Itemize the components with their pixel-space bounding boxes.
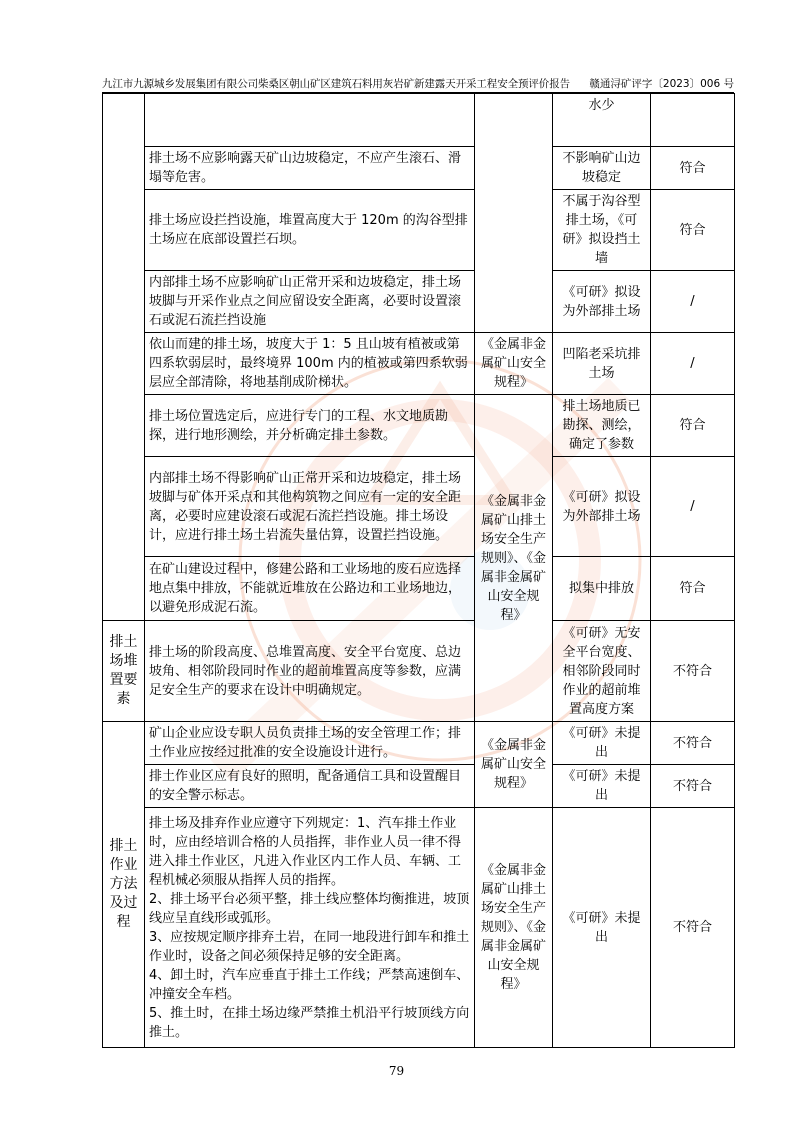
table-row — [103, 557, 735, 621]
result-cell: 符合 — [651, 395, 735, 457]
result-cell: / — [651, 457, 735, 557]
result-cell: 符合 — [651, 557, 735, 621]
table-row — [103, 271, 735, 333]
requirement-cell: 排土场不应影响露天矿山边坡稳定，不应产生滚石、滑塌等危害。 — [145, 147, 475, 190]
requirement-cell: 排土场的阶段高度、总堆置高度、安全平台宽度、总边坡角、相邻阶段同时作业的超前堆置高度等参数，应满足安全生产的要求在设计中明确规定。 — [145, 621, 475, 722]
result-cell — [651, 94, 735, 147]
status-cell: 《可研》拟设为外部排土场 — [553, 271, 651, 333]
table-row — [103, 190, 735, 271]
table-row — [103, 147, 735, 190]
requirement-cell: 依山而建的排土场，坡度大于 1：5 且山坡有植被或第四系软弱层时，最终境界 100m 内的植被或第四系软弱层应全部清除，将地基削成阶梯状。 — [145, 333, 475, 395]
table-row — [103, 808, 735, 1048]
result-cell: 不符合 — [651, 621, 735, 722]
result-cell: 不符合 — [651, 722, 735, 765]
category-process: 排土作业方法及过程 — [103, 722, 145, 1048]
result-cell: 符合 — [651, 147, 735, 190]
category-cell-continued — [103, 94, 145, 621]
status-cell: 拟集中排放 — [553, 557, 651, 621]
requirement-cell: 内部排土场不得影响矿山正常开采和边坡稳定，排土场坡脚与矿体开采点和其他构筑物之间应有一定的安全距离，必要时应建设滚石或泥石流拦挡设施。排土场设计，应进行排土场土岩流失量估算，设置拦挡设施。 — [145, 457, 475, 557]
table-row — [103, 621, 735, 722]
requirement-cell: 排土作业区应有良好的照明，配备通信工具和设置醒目的安全警示标志。 — [145, 765, 475, 808]
status-cell: 不属于沟谷型排土场，《可研》拟设挡土墙 — [553, 190, 651, 271]
basis-cell: 《金属非金属矿山排土场安全生产规则》、《金属非金属矿山安全规程》 — [475, 808, 553, 1048]
table-row — [103, 94, 735, 147]
header-report-title: 九江市九源城乡发展集团有限公司柴桑区朝山矿区建筑石料用灰岩矿新建露天开采工程安全预评价报告 — [102, 78, 570, 90]
requirement-cell: 排土场应设拦挡设施，堆置高度大于 120m 的沟谷型排土场应在底部设置拦石坝。 — [145, 190, 475, 271]
requirement-cell: 排土场及排弃作业应遵守下列规定：1、汽车排土作业时，应由经培训合格的人员指挥，非作业人员一律不得进入排土作业区，凡进入作业区内工作人员、车辆、工程机械必须服从指挥人员的指挥。 2、排土场平台必须平整，排土线应整体均衡推进，坡顶线应呈直线形或弧形。 3、应按规定顺序排弃土岩，在同一地段进行卸车和推土作业时，设备之间必须保持足够的安全距离。 4、卸土时，汽车应垂直于排土工作线；严禁高速倒车、冲撞安全车档。 5、推土时，在排土场边缘严禁推土机沿平行坡顶线方向推土。 — [145, 808, 475, 1048]
result-cell: / — [651, 333, 735, 395]
basis-cell: 《金属非金属矿山安全规程》 — [475, 722, 553, 808]
safety-evaluation-table — [102, 93, 735, 1048]
status-cell: 排土场地质已勘探、测绘，确定了参数 — [553, 395, 651, 457]
status-cell: 不影响矿山边坡稳定 — [553, 147, 651, 190]
status-cell: 《可研》未提出 — [553, 808, 651, 1048]
table-row — [103, 722, 735, 765]
requirement-cell: 排土场位置选定后，应进行专门的工程、水文地质勘探，进行地形测绘，并分析确定排土参数。 — [145, 395, 475, 457]
result-cell: 符合 — [651, 190, 735, 271]
status-cell: 《可研》无安全平台宽度、相邻阶段同时作业的超前堆置高度方案 — [553, 621, 651, 722]
status-cell: 凹陷老采坑排土场 — [553, 333, 651, 395]
result-cell: 不符合 — [651, 765, 735, 808]
basis-cell — [475, 94, 553, 333]
table-row — [103, 333, 735, 395]
status-cell: 水少 — [553, 94, 651, 147]
basis-cell: 《金属非金属矿山安全规程》 — [475, 333, 553, 395]
status-cell: 《可研》未提出 — [553, 722, 651, 765]
result-cell: 不符合 — [651, 808, 735, 1048]
page-number: 79 — [388, 1064, 405, 1078]
category-elements: 排土场堆置要素 — [103, 621, 145, 722]
table-row — [103, 457, 735, 557]
table-row — [103, 395, 735, 457]
page-header — [102, 76, 734, 93]
requirement-cell: 内部排土场不应影响矿山正常开采和边坡稳定，排土场坡脚与开采作业点之间应留设安全距离，必要时设置滚石或泥石流拦挡设施 — [145, 271, 475, 333]
header-report-number: 赣通浔矿评字〔2023〕006 号 — [589, 78, 734, 90]
requirement-cell — [145, 94, 475, 147]
requirement-cell: 矿山企业应设专职人员负责排土场的安全管理工作；排土作业应按经过批准的安全设施设计进行。 — [145, 722, 475, 765]
status-cell: 《可研》拟设为外部排土场 — [553, 457, 651, 557]
result-cell: / — [651, 271, 735, 333]
basis-cell: 《金属非金属矿山排土场安全生产规则》、《金属非金属矿山安全规程》 — [475, 395, 553, 722]
requirement-cell: 在矿山建设过程中，修建公路和工业场地的废石应选择地点集中排放，不能就近堆放在公路边和工业场地边，以避免形成泥石流。 — [145, 557, 475, 621]
status-cell: 《可研》未提出 — [553, 765, 651, 808]
table-row — [103, 765, 735, 808]
